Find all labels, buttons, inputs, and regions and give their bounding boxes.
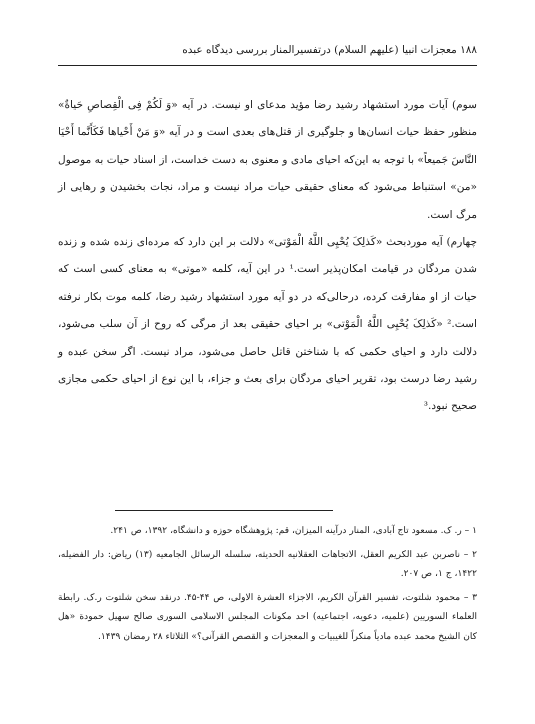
paragraph-third-point: سوم) آیات مورد استشهاد رشید رضا مؤید مدعای او نیست. در آیه «وَ لَکُمْ فِی الْقِصاصِ حَیاةٌ» منظور حفظ حیات انسان‌ها و جلوگیری از قتل‌های بعدی است و در آیه «وَ مَنْ أَحْیاها فَکَأَنَّما أَحْیَا النَّاسَ جَمیعاً» با توجه به این‌که احیای مادی و معنوی به دست خداست، از اسناد حیات به موصول «من» استنباط می‌شود که معنای حقیقی حیات مراد نیست و مراد، نجات بخشیدن و رهایی از مرگ است. [58, 99, 477, 221]
footnotes [58, 522, 477, 651]
running-header: ۱۸۸ معجزات انبیا (علیهم السلام) درتفسیرالمنار بررسی دیدگاه عبده [182, 44, 477, 56]
paragraph-fourth-point: چهارم) آیه موردبحث «کَذلِکَ یُحْیِی اللَّهُ الْمَوْتی» دلالت بر این دارد که مرده‌ای زنده شده و زنده شدن مردگان در قیامت امکان‌پذیر است.¹ در این آیه، کلمه «موتی» به معنای کسی است که حیات از او مفارقت کرده، درحالی‌که در دو آیه مورد استشهاد رشید رضا، کلمه موت بکار نرفته است.² «کَذلِکَ یُحْیِی اللَّهُ الْمَوْتی» بر احیای حقیقی بعد از مرگی که روح از آن سلب می‌شود، دلالت دارد و احیای حکمی که با شناختن قاتل حاصل می‌شود، مراد نیست. اگر سخن عبده و رشید رضا درست بود، تقریر احیای مردگان برای بعث و جزاء، با این نوع از احیای حکمی مجازی صحیح نبود.³ [58, 236, 477, 413]
footnote-separator [115, 510, 333, 511]
header-rule [58, 65, 477, 66]
footnote-2: ۲ – ناصربن عبد الکریم العقل، الاتجاهات العقلانیه الحدیثه، سلسله الرسائل الجامعیه (۱۳) ریاض: دار الفضیله، ۱۴۲۲، ج ۱، ص ۲۰۷. [58, 549, 477, 579]
footnote-3: ۳ – محمود شلتوت، تفسیر القرآن الکریم، الاجزاء العشرة الاولی، ص ۴۴-۴۵. درنقد سخن شلتوت ر.ک. رابطة العلماء السوریین (علمیه، دعویه، اجتماعیه) احد مکونات المجلس الاسلامی السوری صالح سهیل حمودة «هل کان الشیخ محمد عبده مادیاً منکراً للغیبیات و المعجزات و القصص القرآنی؟» الثلاثاء ۲۸ رمضان ۱۴۳۹. [58, 592, 477, 642]
main-text [58, 92, 477, 421]
footnote-1: ۱ – ر. ک. مسعود تاج آبادی، المنار درآینه المیزان، قم: پژوهشگاه حوزه و دانشگاه، ۱۳۹۲، ص ۲۴۱. [110, 526, 477, 536]
